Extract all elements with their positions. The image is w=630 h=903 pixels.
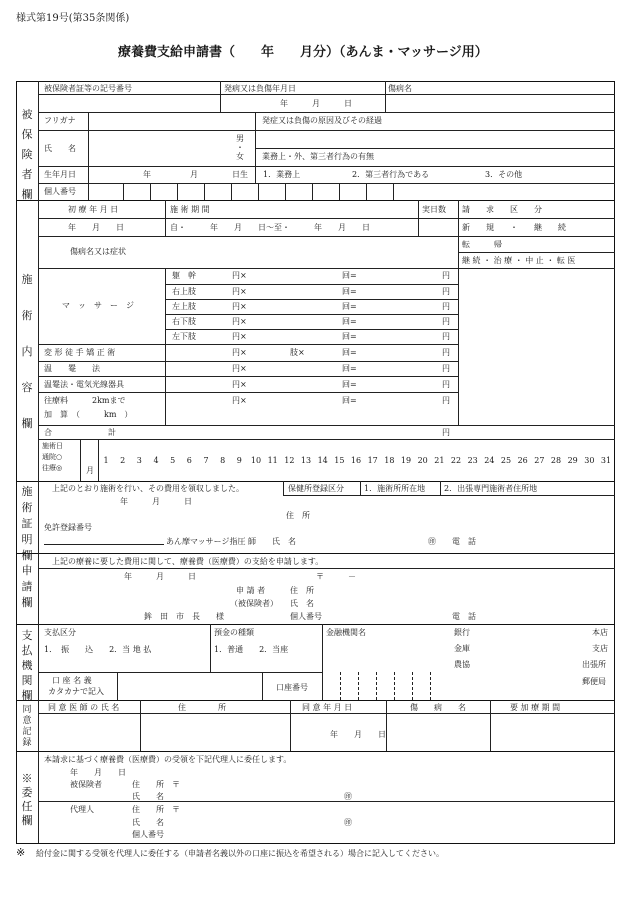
onset-date-label: 発病又は負傷年月日 bbox=[224, 84, 296, 93]
massage-part-label: 右下肢 bbox=[172, 317, 196, 326]
treatment-day[interactable]: 23 bbox=[467, 456, 478, 465]
treatment-day[interactable]: 21 bbox=[434, 456, 445, 465]
application-statement: 上記の療養に要した費用に関して、療養費（医療費）の支給を申請します。 bbox=[52, 557, 324, 566]
delegation-agent-seal: ㊞ bbox=[344, 818, 352, 827]
outcome-values[interactable]: 継 続 ・ 治 療 ・ 中 止 ・ 転 医 bbox=[462, 256, 576, 265]
license-number-label: 免許登録番号 bbox=[44, 523, 92, 532]
option-work[interactable]: 1．業務上 bbox=[263, 170, 301, 179]
cause-label: 発症又は負傷の原因及びその経過 bbox=[262, 116, 382, 125]
registration-label: 保健所登録区分 bbox=[288, 484, 344, 493]
certification-date[interactable]: 年 月 日 bbox=[120, 497, 192, 506]
correction-times: 回= bbox=[342, 348, 357, 357]
treatment-day[interactable]: 12 bbox=[284, 456, 295, 465]
warm-elec-yen: 円 bbox=[442, 380, 450, 389]
account-number-label: 口座番号 bbox=[276, 683, 308, 692]
massage-times: 回= bbox=[342, 332, 357, 341]
massage-times: 回= bbox=[342, 271, 357, 280]
warm-elec-unit-yen: 円× bbox=[232, 380, 247, 389]
bank-shinkin: 金庫 bbox=[454, 644, 470, 653]
certification-statement: 上記のとおり施術を行い、その費用を領収しました。 bbox=[52, 484, 244, 493]
massage-part-label: 左下肢 bbox=[172, 332, 196, 341]
actual-days-label: 実日数 bbox=[422, 205, 446, 214]
registration-option-office[interactable]: 1．施術所所在地 bbox=[364, 484, 426, 493]
payment-type-label: 支払区分 bbox=[44, 628, 76, 637]
period-value[interactable]: 自・ 年 月 日〜至・ 年 月 日 bbox=[170, 223, 370, 232]
insured-section-label: 被保険者欄 bbox=[21, 108, 33, 201]
practitioner-name: あん摩マッサージ指圧 師 氏 名 bbox=[166, 537, 297, 546]
registration-option-home[interactable]: 2．出張専門施術者住所地 bbox=[444, 484, 538, 493]
gender-separator: ・ bbox=[236, 143, 244, 152]
deposit-type-options[interactable]: 1．普通 2．当座 bbox=[214, 645, 289, 654]
treatment-day[interactable]: 10 bbox=[250, 456, 262, 465]
warm-times: 回= bbox=[342, 364, 357, 373]
consent-section-label: 同意記録 bbox=[22, 705, 32, 748]
treatment-day[interactable]: 24 bbox=[484, 456, 495, 465]
correction-unit-yen: 円× bbox=[232, 348, 247, 357]
warm-yen: 円 bbox=[442, 364, 450, 373]
treatment-day[interactable]: 31 bbox=[600, 456, 612, 465]
applicant-phone: 電 話 bbox=[452, 612, 476, 621]
massage-times: 回= bbox=[342, 317, 357, 326]
warm-elec-times: 回= bbox=[342, 380, 357, 389]
massage-yen: 円 bbox=[442, 317, 450, 326]
massage-times: 回= bbox=[342, 287, 357, 296]
treatment-day[interactable]: 15 bbox=[334, 456, 345, 465]
treatment-day[interactable]: 22 bbox=[450, 456, 462, 465]
claim-new-continue[interactable]: 新 規 ・ 継 続 bbox=[462, 223, 566, 232]
travel-yen: 円 bbox=[442, 396, 450, 405]
treatment-day[interactable]: 29 bbox=[567, 456, 578, 465]
form-title: 療養費支給申請書（ 年 月分）（あんま・マッサージ用） bbox=[118, 45, 488, 60]
applicant-insured: （被保険者） bbox=[230, 599, 278, 608]
payment-type-options[interactable]: 1． 振 込 2．当 地 払 bbox=[44, 645, 152, 654]
disease-name-label: 傷病名 bbox=[388, 84, 412, 93]
massage-unit-yen: 円× bbox=[232, 271, 247, 280]
calendar-home: 往療◎ bbox=[42, 464, 63, 472]
warm-unit-yen: 円× bbox=[232, 364, 247, 373]
treatment-day[interactable]: 14 bbox=[317, 456, 328, 465]
certification-section-label: 施術証明欄 bbox=[21, 485, 33, 562]
travel-unit-yen: 円× bbox=[232, 396, 247, 405]
treatment-day[interactable]: 7 bbox=[203, 456, 209, 465]
account-holder-katakana: カタカナで記入 bbox=[48, 687, 104, 696]
application-section-label: 申請欄 bbox=[21, 564, 33, 609]
deposit-type-label: 預金の種類 bbox=[214, 628, 254, 637]
birth-year: 年 bbox=[143, 170, 151, 179]
treatment-day[interactable]: 28 bbox=[550, 456, 562, 465]
treatment-day[interactable]: 26 bbox=[517, 456, 528, 465]
calendar-month: 月 bbox=[86, 466, 94, 475]
massage-unit-yen: 円× bbox=[232, 287, 247, 296]
first-date-value[interactable]: 年 月 日 bbox=[68, 223, 124, 232]
treatment-day[interactable]: 17 bbox=[367, 456, 378, 465]
delegation-agent-address: 住 所 〒 bbox=[132, 805, 180, 814]
bank-bank: 銀行 bbox=[454, 628, 470, 637]
delegation-agent-label: 代理人 bbox=[70, 805, 94, 814]
massage-yen: 円 bbox=[442, 332, 450, 341]
treatment-day[interactable]: 20 bbox=[417, 456, 428, 465]
massage-yen: 円 bbox=[442, 287, 450, 296]
account-holder-label: 口 座 名 義 bbox=[52, 676, 92, 685]
birth-day: 日生 bbox=[232, 170, 248, 179]
applicant-name: 氏 名 bbox=[290, 599, 314, 608]
name-label: 氏 名 bbox=[44, 144, 76, 153]
massage-times: 回= bbox=[342, 302, 357, 311]
treatment-day[interactable]: 25 bbox=[500, 456, 512, 465]
treatment-day[interactable]: 5 bbox=[170, 456, 176, 465]
correction-limbs: 肢× bbox=[290, 348, 305, 357]
delegation-insured-label: 被保険者 bbox=[70, 780, 102, 789]
certification-address-label: 住 所 bbox=[286, 511, 310, 520]
option-other[interactable]: 3．その他 bbox=[485, 170, 523, 179]
treatment-day[interactable]: 9 bbox=[236, 456, 242, 465]
outcome-label: 転 帰 bbox=[462, 240, 502, 249]
treatment-section-label: 施術内容欄 bbox=[21, 273, 33, 430]
license-number-line bbox=[44, 544, 164, 545]
practitioner-seal: ㊞ bbox=[428, 537, 436, 546]
consent-doctor-label: 同 意 医 師 の 氏 名 bbox=[48, 703, 120, 712]
treatment-day[interactable]: 1 bbox=[103, 456, 109, 465]
treatment-day[interactable]: 30 bbox=[584, 456, 595, 465]
work-related-label: 業務上・外、第三者行為の有無 bbox=[262, 152, 374, 161]
delegation-insured-address: 住 所 〒 bbox=[132, 780, 180, 789]
claim-type-label: 請 求 区 分 bbox=[462, 205, 542, 214]
massage-label: マ ッ サ ー ジ bbox=[62, 301, 134, 310]
delegation-insured-seal: ㊞ bbox=[344, 792, 352, 801]
treatment-day[interactable]: 13 bbox=[300, 456, 312, 465]
payment-section-label: 支払機関欄 bbox=[21, 629, 33, 702]
birth-date-label: 生年月日 bbox=[44, 170, 76, 179]
footer-note: 給付金に関する受領を代理人に委任する（申請者名義以外の口座に振込を希望される）場合に記入してください。 bbox=[36, 849, 444, 858]
massage-yen: 円 bbox=[442, 302, 450, 311]
delegation-date[interactable]: 年 月 日 bbox=[70, 768, 126, 777]
consent-disease-label: 傷 病 名 bbox=[410, 703, 466, 712]
period-label: 施 術 期 間 bbox=[170, 205, 210, 214]
travel-times: 回= bbox=[342, 396, 357, 405]
gender-female[interactable]: 女 bbox=[236, 152, 244, 161]
treatment-day[interactable]: 11 bbox=[267, 456, 278, 465]
treatment-day[interactable]: 4 bbox=[153, 456, 159, 465]
bank-head-office: 本店 bbox=[592, 628, 608, 637]
footer-mark: ※ bbox=[16, 846, 26, 859]
consent-date-label: 同 意 年 月 日 bbox=[302, 703, 353, 712]
warm-electric-label: 温罨法・電気光線器具 bbox=[44, 380, 124, 389]
delegation-statement: 本請求に基づく療養費（医療費）の受領を下記代理人に委任します。 bbox=[44, 755, 292, 764]
gender-male[interactable]: 男 bbox=[236, 134, 244, 143]
travel-fee-label: 往療料 2kmまで bbox=[44, 396, 126, 405]
treatment-day[interactable]: 19 bbox=[400, 456, 412, 465]
warm-compress-label: 温 罨 法 bbox=[44, 364, 100, 373]
card-number-label: 被保険者証等の記号番号 bbox=[44, 84, 132, 93]
delegation-agent-name: 氏 名 bbox=[132, 818, 164, 827]
onset-date-value[interactable]: 年 月 日 bbox=[280, 99, 352, 108]
consent-address-label: 住 所 bbox=[178, 703, 226, 712]
consent-date-value[interactable]: 年 月 日 bbox=[330, 730, 386, 739]
correction-label: 変 形 徒 手 矯 正 術 bbox=[44, 348, 116, 357]
total-label: 合 計 bbox=[44, 428, 116, 437]
calendar-visit: 通院○ bbox=[42, 453, 63, 461]
application-postal[interactable]: 〒 － bbox=[316, 572, 356, 581]
consent-period-label: 要 加 療 期 間 bbox=[510, 703, 561, 712]
bank-branch: 支店 bbox=[592, 644, 608, 653]
first-date-label: 初 療 年 月 日 bbox=[68, 205, 119, 214]
treatment-day[interactable]: 16 bbox=[350, 456, 362, 465]
application-date[interactable]: 年 月 日 bbox=[124, 572, 196, 581]
massage-unit-yen: 円× bbox=[232, 302, 247, 311]
applicant-address: 住 所 bbox=[290, 586, 314, 595]
massage-unit-yen: 円× bbox=[232, 317, 247, 326]
bank-nokyo: 農協 bbox=[454, 660, 470, 669]
bank-name-label: 金融機関名 bbox=[326, 628, 366, 637]
treatment-day[interactable]: 2 bbox=[120, 456, 126, 465]
applicant-label: 申 請 者 bbox=[236, 586, 266, 595]
furigana-label: フリガナ bbox=[44, 116, 76, 125]
treatment-day[interactable]: 18 bbox=[384, 456, 395, 465]
total-yen: 円 bbox=[442, 428, 450, 437]
delegation-insured-name: 氏 名 bbox=[132, 792, 164, 801]
mayor-addressee: 鉾 田 市 長 様 bbox=[144, 612, 224, 621]
practitioner-phone: 電 話 bbox=[452, 537, 476, 546]
treatment-day[interactable]: 3 bbox=[136, 456, 142, 465]
birth-month: 月 bbox=[190, 170, 198, 179]
travel-extra-label: 加 算 （ km ） bbox=[44, 410, 133, 419]
disease-symptom-label: 傷病名又は症状 bbox=[70, 247, 126, 256]
option-third-party[interactable]: 2．第三者行為である bbox=[352, 170, 430, 179]
massage-part-label: 躯 幹 bbox=[172, 271, 196, 280]
treatment-day[interactable]: 27 bbox=[534, 456, 545, 465]
post-office-label: 郵便局 bbox=[582, 677, 606, 686]
treatment-day[interactable]: 8 bbox=[220, 456, 226, 465]
massage-unit-yen: 円× bbox=[232, 332, 247, 341]
massage-part-label: 左上肢 bbox=[172, 302, 196, 311]
correction-yen: 円 bbox=[442, 348, 450, 357]
massage-part-label: 右上肢 bbox=[172, 287, 196, 296]
delegation-agent-personal-number: 個人番号 bbox=[132, 830, 164, 839]
massage-yen: 円 bbox=[442, 271, 450, 280]
applicant-personal-number: 個人番号 bbox=[290, 612, 322, 621]
calendar-label: 施術日 bbox=[42, 442, 63, 450]
delegation-section-label: ※委任欄 bbox=[21, 772, 33, 827]
form-number: 様式第19号(第35条関係) bbox=[16, 13, 130, 24]
personal-number-label: 個人番号 bbox=[44, 187, 76, 196]
bank-sub-office: 出張所 bbox=[582, 660, 606, 669]
treatment-day[interactable]: 6 bbox=[186, 456, 192, 465]
